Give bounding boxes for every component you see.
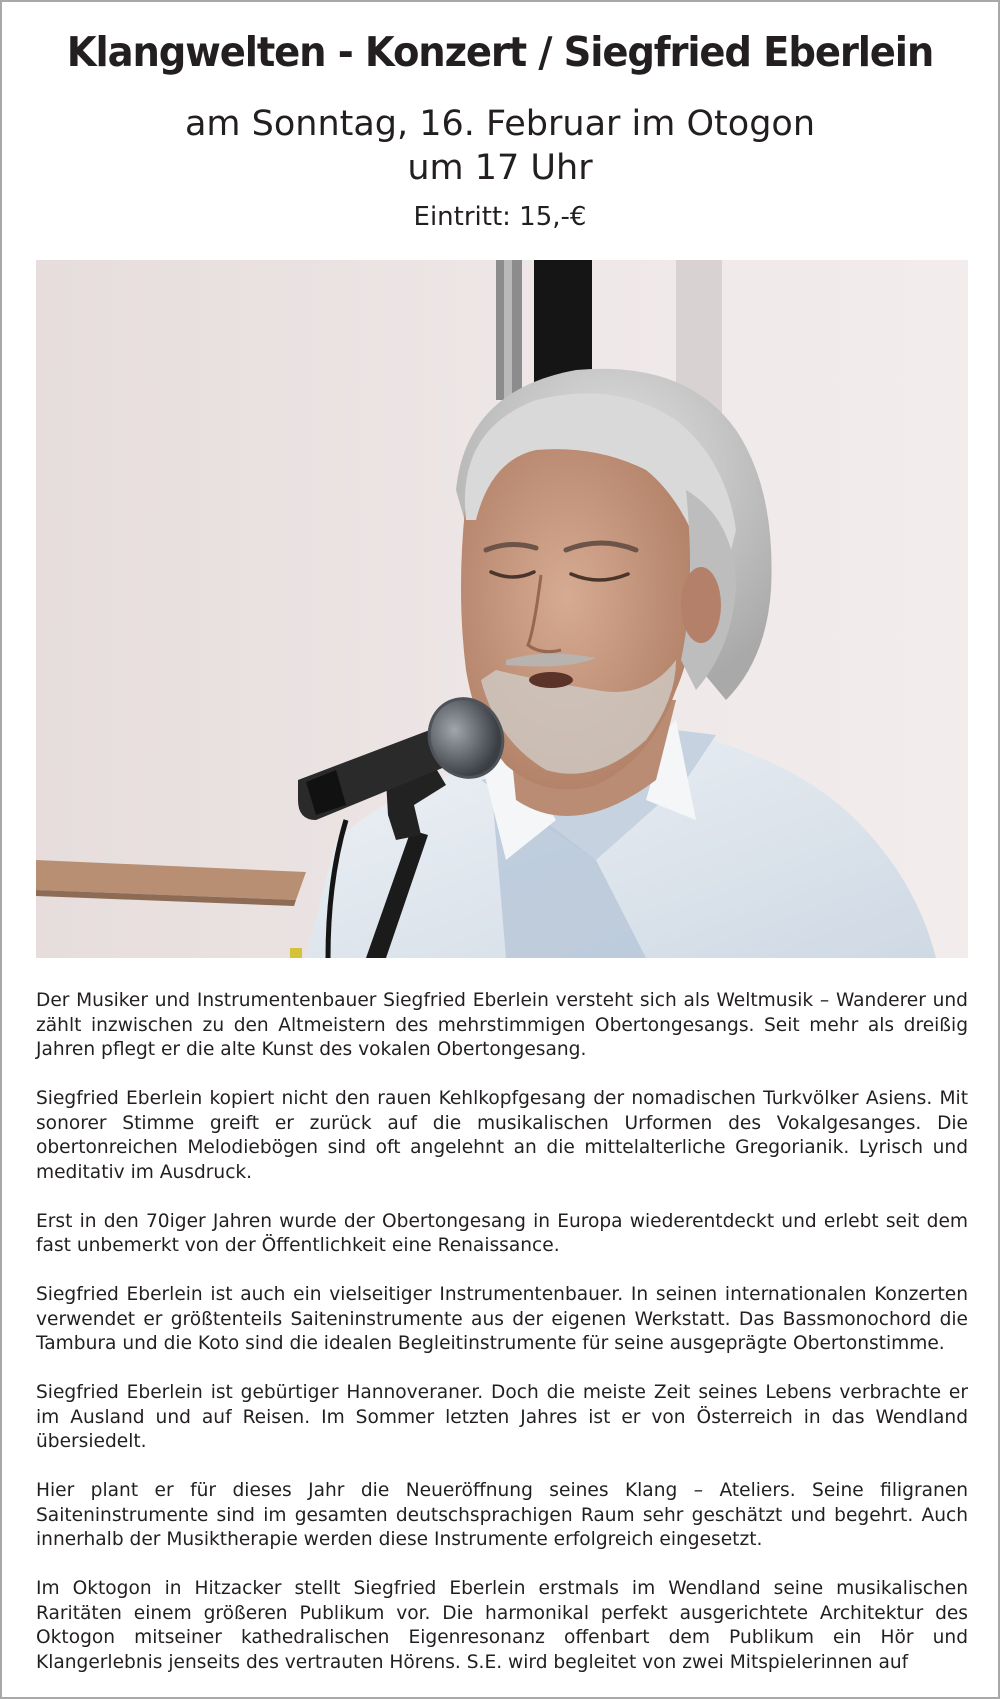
article-paragraph-6: Hier plant er für dieses Jahr die Neueröffnung seines Klang – Ateliers. Seine filigranen Saiteninstrumente sind im gesamten deutschsprachigen Raum sehr geschätzt und begehrt. Auch innerhalb der Musiktherapie werden diese Instrumente erfolgreich eingesetzt. (36, 1480, 968, 1550)
admission-price: Eintritt: 15,-€ (413, 202, 587, 232)
mouth (529, 672, 573, 688)
event-time: um 17 Uhr (407, 148, 593, 188)
article-body (36, 989, 968, 1675)
article-paragraph-3: Erst in den 70iger Jahren wurde der Obertongesang in Europa wiederentdeckt und erlebt seit dem fast unbemerkt von der Öffentlichkeit eine Renaissance. (36, 1210, 968, 1256)
article-paragraph-4: Siegfried Eberlein ist auch ein vielseitiger Instrumentenbauer. In seinen internationalen Konzerten verwendet er größtenteils Saiteninstrumente aus der eigenen Werkstatt. Das Bassmonochord die Tambura und die Koto sind die idealen Begleitinstrumente für seine ausgeprägte Obertonstimme. (36, 1284, 968, 1354)
article-paragraph-1: Der Musiker und Instrumentenbauer Siegfried Eberlein versteht sich als Weltmusik – Wanderer und zählt inzwischen zu den Altmeistern des mehrstimmigen Obertongesangs. Seit mehr als dreißig Jahren pflegt er die alte Kunst des vokalen Obertongesang. (36, 990, 968, 1060)
portrait-photo (36, 260, 968, 958)
ear (681, 567, 721, 643)
singer-with-microphone-illustration (36, 260, 968, 958)
article-paragraph-7: Im Oktogon in Hitzacker stellt Siegfried Eberlein erstmals im Wendland seine musikalischen Raritäten einem größeren Publikum vor. Die harmonikal perfekt ausgerichtete Architektur des Oktogon mitseiner kathedralischen Eigenresonanz offenbart dem Publikum ein Hör und Klangerlebnis jenseits des vertrauten Hörens. S.E. wird begleitet von zwei Mitspielerinnen auf (36, 1578, 968, 1673)
article-paragraph-2: Siegfried Eberlein kopiert nicht den rauen Kehlkopfgesang der nomadischen Turkvölker Asiens. Mit sonorer Stimme greift er zurück auf die musikalischen Urformen des Vokalgesanges. Die obertonreichen Melodiebögen sind oft angelehnt an die mittelalterliche Gregorianik. Lyrisch und meditativ im Ausdruck. (36, 1088, 968, 1183)
event-date: am Sonntag, 16. Februar im Otogon (184, 104, 816, 144)
article-paragraph-5: Siegfried Eberlein ist gebürtiger Hannoveraner. Doch die meiste Zeit seines Lebens verbrachte er im Ausland und auf Reisen. Im Sommer letzten Jahres ist er von Österreich in das Wendland übersiedelt. (36, 1382, 968, 1452)
background-stand-dark (534, 260, 592, 386)
concert-title: Klangwelten - Konzert / Siegfried Eberlein (66, 28, 934, 76)
